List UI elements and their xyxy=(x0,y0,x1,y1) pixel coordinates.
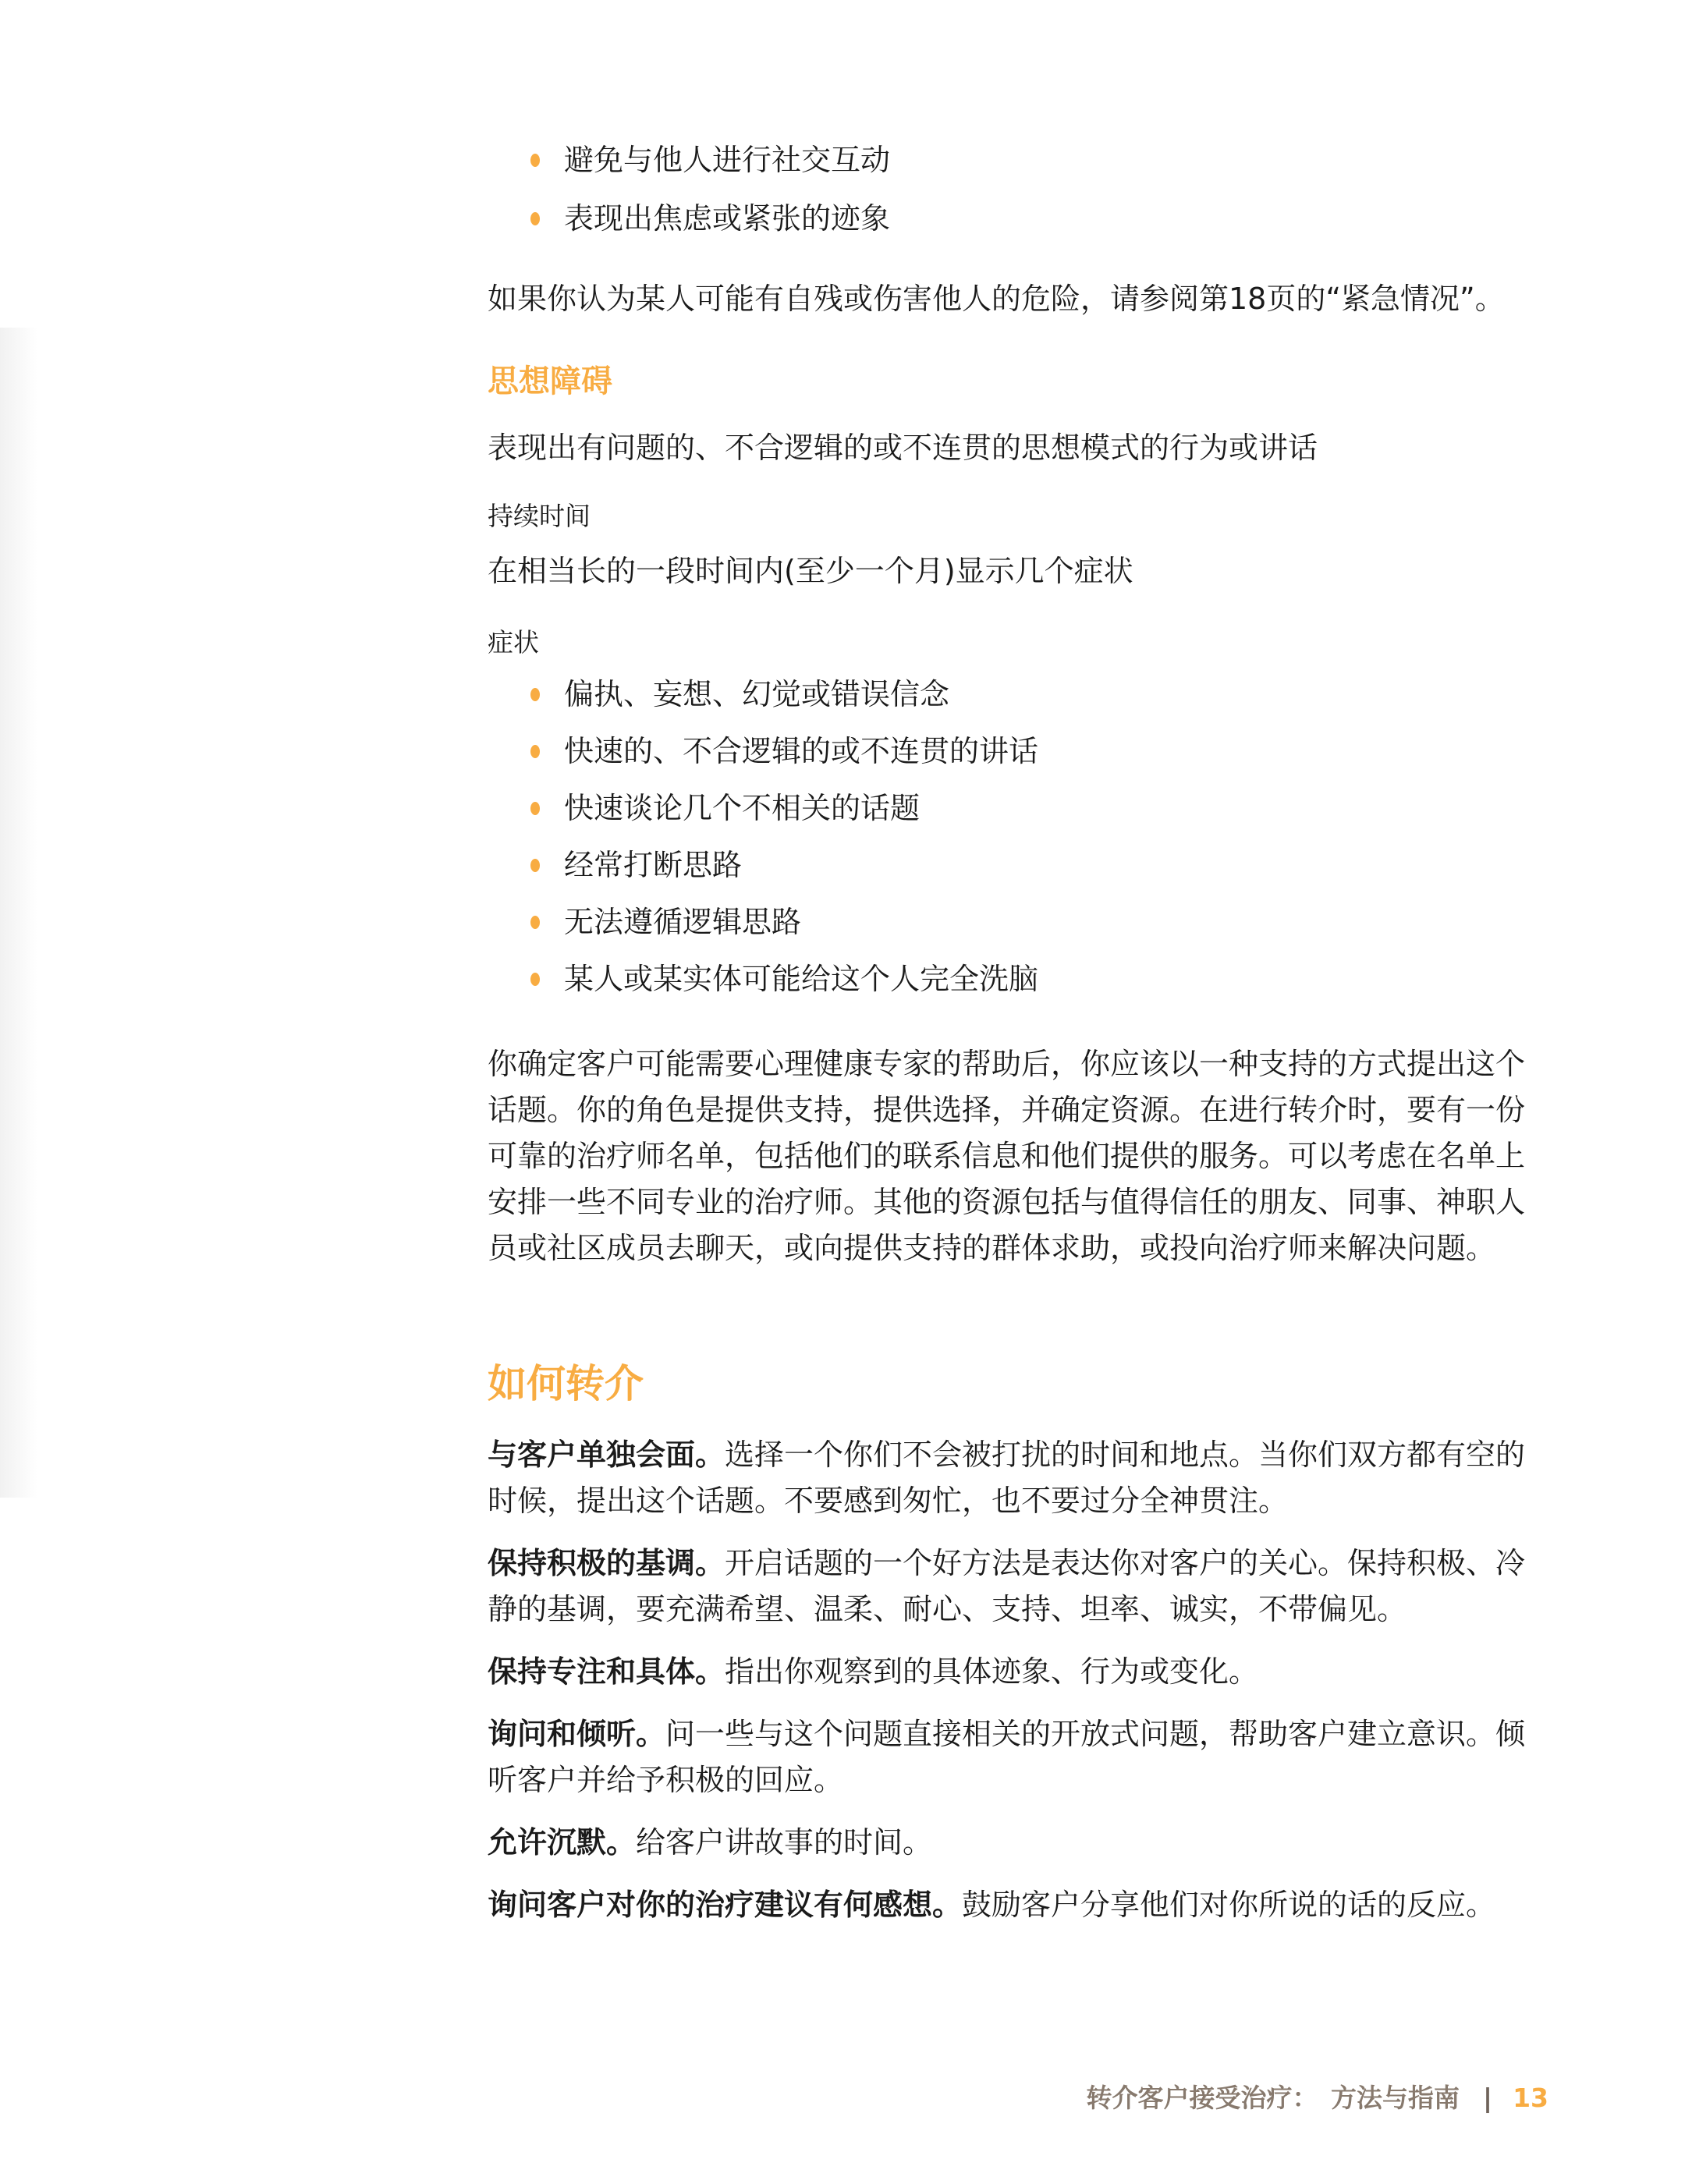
bullet-dot-icon xyxy=(530,859,540,872)
tip-lead: 保持积极的基调。 xyxy=(488,1546,725,1580)
top-bullet-list xyxy=(488,137,1548,242)
bullet-dot-icon xyxy=(530,916,540,929)
footer-separator: | xyxy=(1483,2083,1493,2113)
symptoms-list xyxy=(488,672,1548,1002)
tip-paragraph xyxy=(488,1882,1548,1928)
bullet-item xyxy=(530,956,1548,1002)
tip-paragraph xyxy=(488,1711,1548,1803)
tip-body: 指出你观察到的具体迹象、行为或变化。 xyxy=(725,1654,1259,1689)
tip-paragraph xyxy=(488,1649,1548,1695)
bullet-text: 某人或某实体可能给这个人完全洗脑 xyxy=(564,962,1039,996)
tip-body: 问一些与这个问题直接相关的开放式问题，帮助客户建立意识。倾听客户并给予积极的回应。 xyxy=(488,1717,1526,1797)
bullet-dot-icon xyxy=(530,688,540,701)
tip-lead: 保持专注和具体。 xyxy=(488,1654,725,1689)
bullet-text: 避免与他人进行社交互动 xyxy=(564,143,891,177)
bullet-dot-icon xyxy=(530,154,540,167)
bullet-item xyxy=(530,842,1548,888)
footer-page-number: 13 xyxy=(1513,2083,1548,2113)
bullet-item xyxy=(530,137,1548,183)
bullet-item xyxy=(530,672,1548,718)
closing-paragraph: 你确定客户可能需要心理健康专家的帮助后，你应该以一种支持的方式提出这个话题。你的角色是提供支持，提供选择，并确定资源。在进行转介时，要有一份可靠的治疗师名单，包括他们的联系信息和他们提供的服务。可以考虑在名单上安排一些不同专业的治疗师。其他的资源包括与值得信任的朋友、同事、神职人员或社区成员去聊天，或向提供支持的群体求助，或投向治疗师来解决问题。 xyxy=(488,1047,1526,1265)
page-content xyxy=(0,137,1685,1928)
bullet-item xyxy=(530,196,1548,242)
symptoms-label: 症状 xyxy=(488,627,539,658)
bullet-dot-icon xyxy=(530,973,540,986)
tip-body: 给客户讲故事的时间。 xyxy=(636,1825,933,1860)
duration-label: 持续时间 xyxy=(488,501,591,531)
bullet-text: 偏执、妄想、幻觉或错误信念 xyxy=(564,677,950,711)
bullet-text: 快速的、不合逻辑的或不连贯的讲话 xyxy=(564,734,1039,768)
intro-paragraph: 如果你认为某人可能有自残或伤害他人的危险，请参阅第18页的“紧急情况”。 xyxy=(488,282,1505,316)
section-heading-how-to-refer: 如何转介 xyxy=(488,1361,644,1406)
tip-paragraph xyxy=(488,1540,1548,1633)
tip-body: 开启话题的一个好方法是表达你对客户的关心。保持积极、冷静的基调，要充满希望、温柔、耐心、支持、坦率、诚实，不带偏见。 xyxy=(488,1546,1526,1626)
duration-text: 在相当长的一段时间内(至少一个月)显示几个症状 xyxy=(488,554,1133,588)
bullet-item xyxy=(530,785,1548,831)
bullet-text: 无法遵循逻辑思路 xyxy=(564,905,802,939)
tip-lead: 允许沉默。 xyxy=(488,1825,637,1860)
thought-disorder-description: 表现出有问题的、不合逻辑的或不连贯的思想模式的行为或讲话 xyxy=(488,431,1318,465)
bullet-text: 快速谈论几个不相关的话题 xyxy=(564,791,921,825)
bullet-text: 表现出焦虑或紧张的迹象 xyxy=(564,201,891,236)
bullet-item xyxy=(530,729,1548,775)
bullet-dot-icon xyxy=(530,745,540,758)
bullet-dot-icon xyxy=(530,212,540,225)
bullet-item xyxy=(530,899,1548,945)
bullet-text: 经常打断思路 xyxy=(564,848,743,882)
tip-lead: 与客户单独会面。 xyxy=(488,1438,725,1472)
tip-body: 选择一个你们不会被打扰的时间和地点。当你们双方都有空的时候，提出这个话题。不要感到匆忙，也不要过分全神贯注。 xyxy=(488,1438,1526,1518)
bullet-dot-icon xyxy=(530,802,540,815)
page-footer xyxy=(1087,2081,1549,2115)
tip-paragraph xyxy=(488,1820,1548,1866)
footer-doc-title: 转介客户接受治疗： 方法与指南 xyxy=(1086,2083,1460,2113)
section-heading-thought-disorder: 思想障碍 xyxy=(488,363,612,399)
tip-paragraph xyxy=(488,1432,1548,1524)
tip-lead: 询问客户对你的治疗建议有何感想。 xyxy=(488,1888,963,1922)
tip-body: 鼓励客户分享他们对你所说的话的反应。 xyxy=(962,1888,1496,1922)
tip-lead: 询问和倾听。 xyxy=(488,1717,666,1751)
